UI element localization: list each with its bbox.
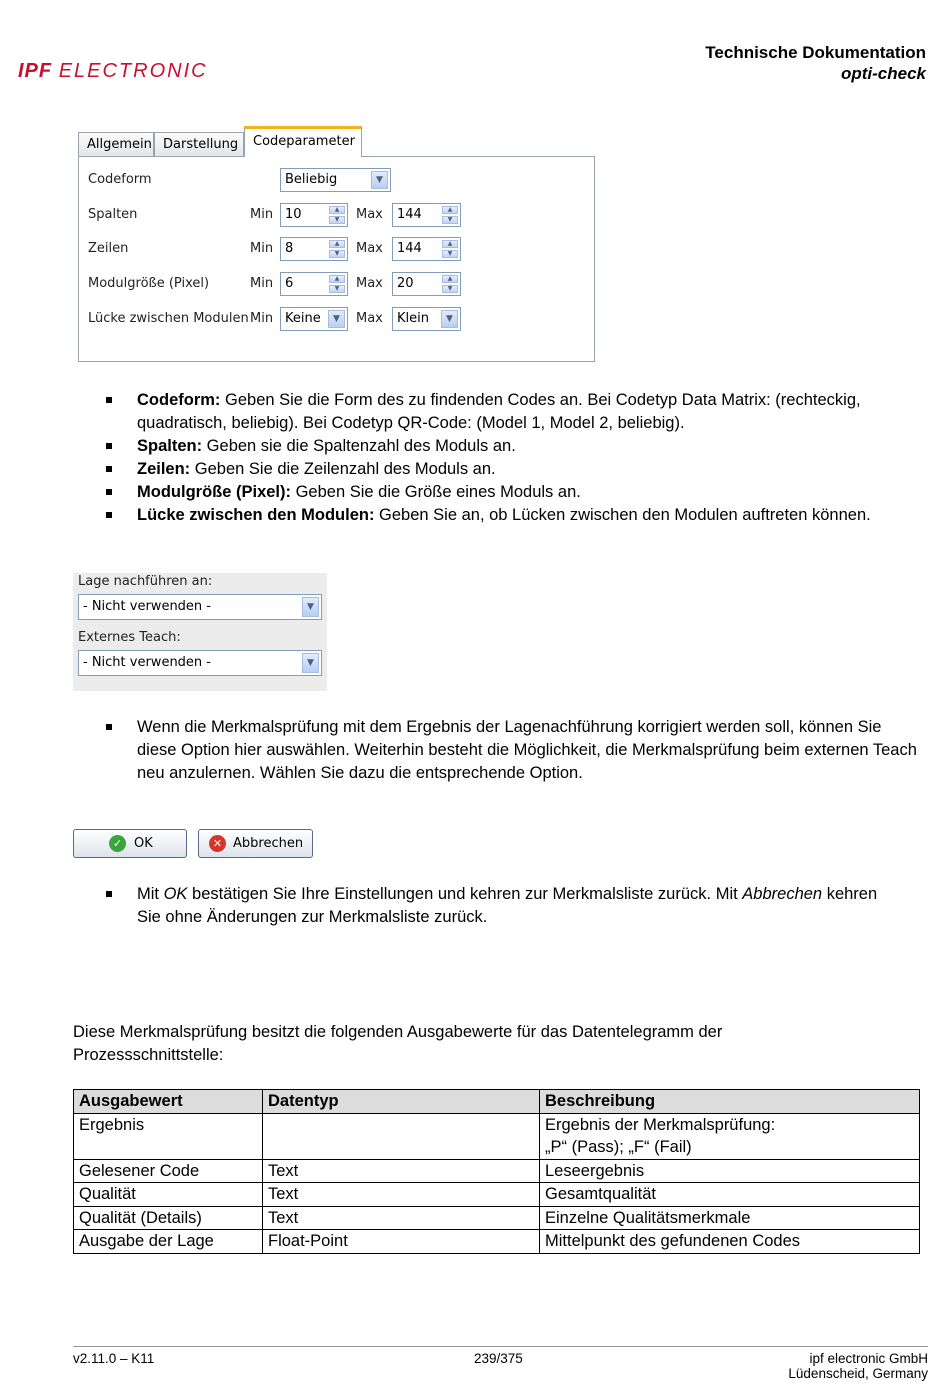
bullet-buttons: Mit OK bestätigen Sie Ihre Einstellungen und kehren zur Merkmalsliste zurück. Mit Abbrechen kehren Sie ohne Änderungen zur Merkmalsliste zurück. [106, 883, 896, 929]
column-header: Ausgabewert [74, 1090, 263, 1114]
document-title: Technische Dokumentation [705, 43, 926, 62]
stepper-value: 144 [397, 207, 422, 222]
table-cell: Mittelpunkt des gefundenen Codes [540, 1230, 920, 1254]
table-cell: Text [263, 1159, 540, 1183]
table-row [74, 1183, 920, 1207]
table-cell: Gelesener Code [74, 1159, 263, 1183]
spin-arrows-icon[interactable]: ▲ ▼ [329, 240, 345, 258]
max-label: Max [356, 241, 383, 256]
tab-codeparameter[interactable]: Codeparameter [244, 126, 362, 157]
table-cell: Gesamtqualität [540, 1183, 920, 1207]
chevron-down-icon[interactable]: ▼ [441, 310, 458, 328]
column-header: Datentyp [263, 1090, 540, 1114]
select-value: Keine [285, 311, 321, 326]
footer-page-number: 239/375 [474, 1351, 523, 1366]
zeilen-label: Zeilen [88, 241, 129, 256]
chevron-down-icon[interactable]: ▼ [371, 171, 388, 189]
zeilen-min-stepper[interactable] [280, 237, 348, 261]
output-intro-text: Diese Merkmalsprüfung besitzt die folgenden Ausgabewerte für das Datentelegramm der Prozessschnittstelle: [73, 1023, 723, 1064]
modulgroesse-label: Modulgröße (Pixel) [88, 276, 210, 291]
codeform-value: Beliebig [285, 172, 338, 187]
table-row [74, 1206, 920, 1230]
footer-company-city: Lüdenscheid, Germany [788, 1366, 928, 1381]
parameter-bullet-list [106, 389, 936, 527]
chevron-down-icon[interactable]: ▼ [302, 653, 319, 673]
cell-line: „P“ (Pass); „F“ (Fail) [545, 1138, 692, 1156]
tab-darstellung[interactable]: Darstellung [154, 132, 244, 156]
table-cell: Ausgabe der Lage [74, 1230, 263, 1254]
stepper-value: 10 [285, 207, 302, 222]
table-row [74, 1159, 920, 1183]
ok-label: OK [134, 836, 153, 851]
bullet-lage: Wenn die Merkmalsprüfung mit dem Ergebnis der Lagenachführung korrigiert werden soll, können Sie diese Option hier auswählen. Weiterhin besteht die Möglichkeit, die Merkmalsprüfung beim externen Teach neu anzulernen. Wählen Sie dazu die entsprechende Option. [106, 716, 921, 785]
max-label: Max [356, 311, 383, 326]
close-icon: ✕ [209, 835, 226, 852]
cancel-button[interactable] [198, 829, 313, 858]
codeform-label: Codeform [88, 172, 152, 187]
bullet-modulgroesse: Modulgröße (Pixel): Geben Sie die Größe eines Moduls an. [106, 481, 936, 504]
output-values-table [73, 1089, 920, 1254]
codeparameter-panel [78, 156, 595, 362]
luecke-label: Lücke zwischen Modulen [88, 311, 249, 326]
checkmark-icon: ✓ [109, 835, 126, 852]
bullet-spalten: Spalten: Geben sie die Spaltenzahl des Moduls an. [106, 435, 936, 458]
modulgroesse-min-stepper[interactable] [280, 272, 348, 296]
spin-arrows-icon[interactable]: ▲ ▼ [329, 275, 345, 293]
teach-label: Externes Teach: [78, 630, 181, 645]
luecke-max-select[interactable] [392, 307, 461, 331]
min-label: Min [250, 207, 274, 222]
stepper-value: 6 [285, 276, 294, 291]
cancel-label: Abbrechen [233, 836, 304, 851]
position-tracking-panel [73, 573, 327, 691]
column-header: Beschreibung [540, 1090, 920, 1114]
chevron-down-icon[interactable]: ▼ [328, 310, 345, 328]
zeilen-max-stepper[interactable] [392, 237, 461, 261]
teach-select[interactable] [78, 650, 322, 676]
table-header-row [74, 1090, 920, 1114]
spalten-label: Spalten [88, 207, 138, 222]
codeform-select[interactable] [280, 168, 391, 192]
max-label: Max [356, 207, 383, 222]
table-row [74, 1230, 920, 1254]
select-value: - Nicht verwenden - [83, 655, 211, 670]
buttons-bullet-list [106, 883, 896, 929]
lage-bullet-list [106, 716, 921, 785]
select-value: Klein [397, 311, 429, 326]
stepper-value: 144 [397, 241, 422, 256]
stepper-value: 20 [397, 276, 414, 291]
chevron-down-icon[interactable]: ▼ [302, 597, 319, 617]
footer-version: v2.11.0 – K11 [73, 1351, 155, 1366]
spin-arrows-icon[interactable]: ▲ ▼ [442, 275, 458, 293]
table-cell: Ergebnis [74, 1113, 263, 1159]
document-subtitle: opti-check [840, 64, 926, 83]
ok-button[interactable] [73, 829, 187, 858]
bullet-luecke: Lücke zwischen den Modulen: Geben Sie an, ob Lücken zwischen den Modulen auftreten können. [106, 504, 936, 527]
table-cell: Qualität [74, 1183, 263, 1207]
footer-company-name: ipf electronic GmbH [809, 1351, 928, 1366]
table-cell: Leseergebnis [540, 1159, 920, 1183]
bullet-codeform: Codeform: Geben Sie die Form des zu findenden Codes an. Bei Codetyp Data Matrix: (rechteckig, quadratisch, beliebig). Bei Codetyp QR-Code: (Model 1, Model 2, beliebig). [106, 389, 936, 435]
table-cell [263, 1113, 540, 1159]
min-label: Min [250, 276, 274, 291]
footer-divider [73, 1346, 928, 1347]
min-label: Min [250, 311, 274, 326]
spin-arrows-icon[interactable]: ▲ ▼ [442, 240, 458, 258]
stepper-value: 8 [285, 241, 294, 256]
table-cell: Float-Point [263, 1230, 540, 1254]
spin-arrows-icon[interactable]: ▲ ▼ [442, 206, 458, 224]
spin-arrows-icon[interactable]: ▲ ▼ [329, 206, 345, 224]
min-label: Min [250, 241, 274, 256]
table-cell [540, 1113, 920, 1159]
luecke-min-select[interactable] [280, 307, 348, 331]
footer-company [788, 1351, 928, 1381]
table-cell: Einzelne Qualitätsmerkmale [540, 1206, 920, 1230]
max-label: Max [356, 276, 383, 291]
spalten-max-stepper[interactable] [392, 203, 461, 227]
table-row [74, 1113, 920, 1159]
table-cell: Text [263, 1183, 540, 1207]
cell-line: Ergebnis der Merkmalsprüfung: [545, 1115, 776, 1134]
bullet-zeilen: Zeilen: Geben Sie die Zeilenzahl des Moduls an. [106, 458, 936, 481]
company-logo: IPF ELECTRONIC [18, 60, 208, 82]
modulgroesse-max-stepper[interactable] [392, 272, 461, 296]
tab-allgemein[interactable]: Allgemein [78, 132, 154, 156]
table-cell: Qualität (Details) [74, 1206, 263, 1230]
lage-label: Lage nachführen an: [78, 574, 213, 589]
table-cell: Text [263, 1206, 540, 1230]
lage-select[interactable] [78, 594, 322, 620]
select-value: - Nicht verwenden - [83, 599, 211, 614]
spalten-min-stepper[interactable] [280, 203, 348, 227]
